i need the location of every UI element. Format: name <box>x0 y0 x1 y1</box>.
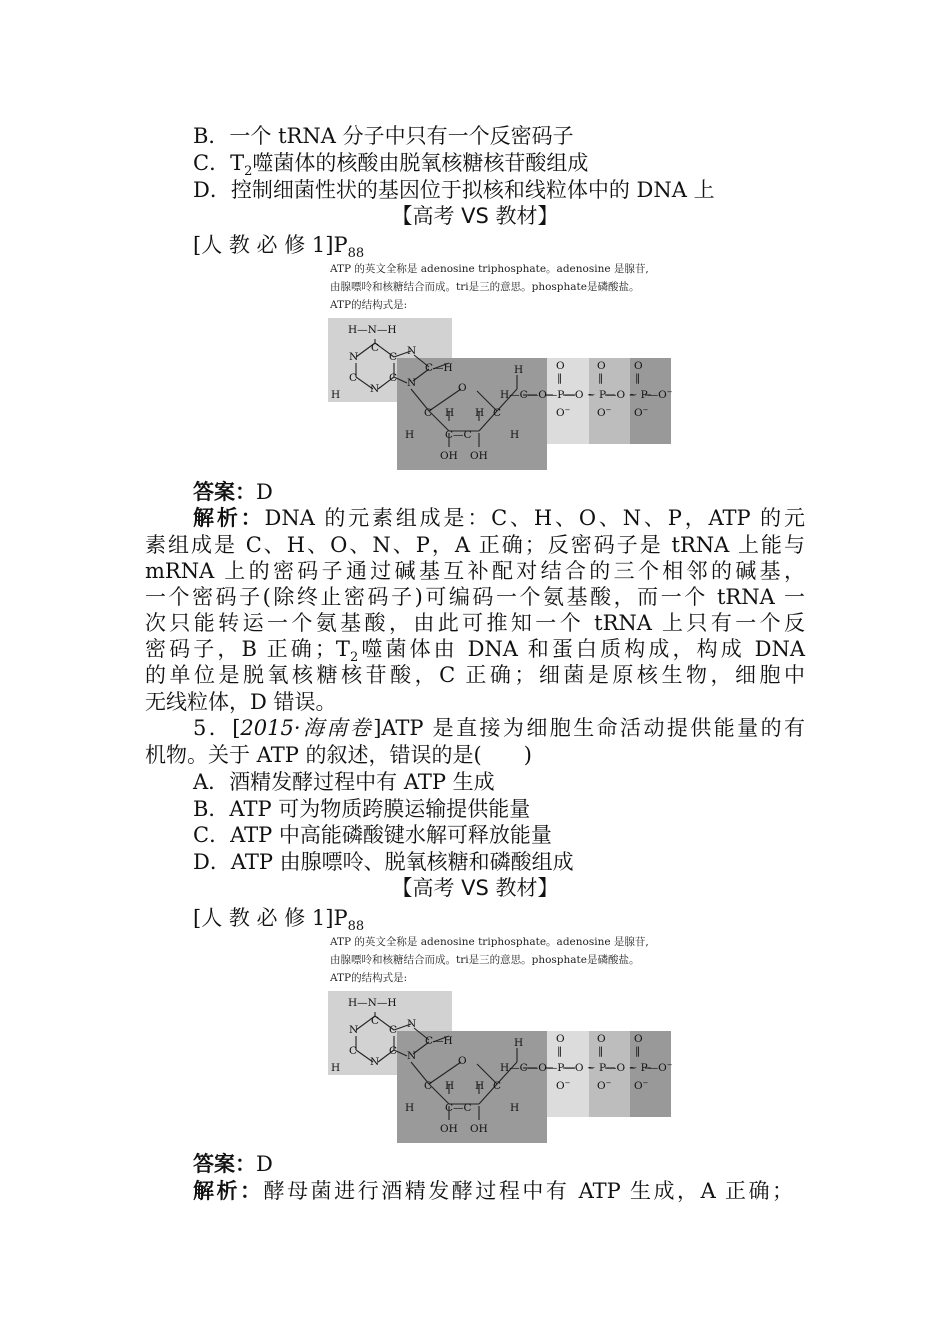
svg-text:O: O <box>458 382 467 394</box>
analysis-1-line-5: 次只能转运一个氨基酸，由此可推知一个 tRNA 上只有一个反 <box>145 611 805 635</box>
svg-text:‖: ‖ <box>635 1045 641 1057</box>
svg-text:C: C <box>349 372 358 384</box>
svg-text:‖: ‖ <box>557 372 563 384</box>
option-b: B．一个 tRNA 分子中只有一个反密码子 <box>193 124 574 148</box>
analysis-1-line-1: 解析：DNA 的元素组成是：C、H、O、N、P，ATP 的元 <box>193 505 806 530</box>
svg-text:H: H <box>445 407 455 419</box>
svg-text:N: N <box>370 1056 380 1068</box>
svg-text:C: C <box>371 1015 380 1027</box>
figure-caption-3: ATP的结构式是: <box>330 972 408 984</box>
section-heading: 【高考 VS 教材】 <box>391 204 559 228</box>
svg-text:C—H: C—H <box>425 1035 453 1047</box>
svg-text:O: O <box>634 360 643 372</box>
svg-text:C: C <box>493 1080 502 1092</box>
phosphate-region-1 <box>547 1031 589 1117</box>
svg-text:‖: ‖ <box>598 1045 604 1057</box>
atp-structure-figure-2 <box>325 934 675 1146</box>
svg-text:O−: O− <box>556 1079 571 1092</box>
svg-text:H: H <box>405 429 415 441</box>
svg-text:O: O <box>458 1055 467 1067</box>
figure-caption-1: ATP 的英文全称是 adenosine triphosphate。adenosine 是腺苷, <box>330 263 649 275</box>
svg-text:H—C—O—P—O ~ P—O ~ P—O−: H—C—O—P—O ~ P—O ~ P—O− <box>500 1061 673 1074</box>
svg-text:N: N <box>407 345 417 357</box>
figure-caption-3: ATP的结构式是: <box>330 299 408 311</box>
question-5-option-c: C．ATP 中高能磷酸键水解可释放能量 <box>193 823 552 847</box>
svg-text:H: H <box>510 429 520 441</box>
svg-text:C—H: C—H <box>425 362 453 374</box>
figure-caption-2: 由腺嘌呤和核糖结合而成。tri是三的意思。phosphate是磷酸盐。 <box>330 954 640 966</box>
svg-text:N: N <box>407 377 417 389</box>
analysis-1-line-6: 密码子，B 正确；$T_2$噬菌体由 DNA 和蛋白质构成，构成 DNA <box>145 637 805 666</box>
textbook-reference: [人 教 必 修 $1]P_{88}$ <box>193 233 365 262</box>
svg-text:‖: ‖ <box>598 372 604 384</box>
svg-text:C—C: C—C <box>445 1102 472 1114</box>
svg-text:O−: O− <box>634 1079 649 1092</box>
svg-text:OH: OH <box>440 450 458 462</box>
textbook-reference-2: [人 教 必 修 $1]P_{88}$ <box>193 906 365 935</box>
svg-text:C: C <box>493 407 502 419</box>
svg-text:O: O <box>634 1033 643 1045</box>
analysis-1-line-4: 一个密码子(除终止密码子)可编码一个氨基酸，而一个 tRNA 一 <box>145 585 805 609</box>
svg-text:O−: O− <box>597 1079 612 1092</box>
svg-text:O−: O− <box>634 406 649 419</box>
svg-text:N: N <box>407 1018 417 1030</box>
phosphate-region-2 <box>589 1031 630 1117</box>
svg-text:H—N—H: H—N—H <box>348 324 397 336</box>
svg-text:‖: ‖ <box>635 372 641 384</box>
question-5-option-a: A．酒精发酵过程中有 ATP 生成 <box>193 770 495 794</box>
svg-text:H: H <box>405 1102 415 1114</box>
svg-text:H: H <box>514 364 524 376</box>
svg-text:C: C <box>424 1080 433 1092</box>
analysis-2-line-1: 解析：酵母菌进行酒精发酵过程中有 ATP 生成，A 正确； <box>193 1178 794 1203</box>
svg-text:C: C <box>349 1045 358 1057</box>
svg-text:C: C <box>424 407 433 419</box>
figure-caption-2: 由腺嘌呤和核糖结合而成。tri是三的意思。phosphate是磷酸盐。 <box>330 281 640 293</box>
svg-text:H—C—O—P—O ~ P—O ~ P—O−: H—C—O—P—O ~ P—O ~ P—O− <box>500 388 673 401</box>
section-heading-2: 【高考 VS 教材】 <box>391 876 559 900</box>
svg-text:N: N <box>349 351 359 363</box>
option-d: D．控制细菌性状的基因位于拟核和线粒体中的 DNA 上 <box>193 178 715 202</box>
svg-text:C: C <box>389 351 398 363</box>
svg-text:N: N <box>407 1050 417 1062</box>
svg-text:OH: OH <box>470 1123 488 1135</box>
svg-text:C: C <box>389 1024 398 1036</box>
phosphate-region-1 <box>547 358 589 444</box>
svg-text:H: H <box>475 1080 485 1092</box>
svg-text:OH: OH <box>440 1123 458 1135</box>
option-c: C．$T_2$噬菌体的核酸由脱氧核糖核苷酸组成 <box>193 151 589 180</box>
svg-text:C: C <box>389 1045 398 1057</box>
svg-text:O−: O− <box>556 406 571 419</box>
svg-text:C: C <box>389 372 398 384</box>
svg-text:H: H <box>475 407 485 419</box>
question-5-stem-1: 5．[2015·海南卷]ATP 是直接为细胞生命活动提供能量的有 <box>193 716 805 740</box>
answer-2: 答案：D <box>193 1151 273 1176</box>
svg-text:O: O <box>597 1033 606 1045</box>
figure-caption-1: ATP 的英文全称是 adenosine triphosphate。adenosine 是腺苷, <box>330 936 649 948</box>
svg-text:C: C <box>371 342 380 354</box>
answer-1: 答案：D <box>193 479 273 504</box>
svg-text:O−: O− <box>597 406 612 419</box>
svg-text:H: H <box>510 1102 520 1114</box>
phosphate-region-2 <box>589 358 630 444</box>
svg-text:OH: OH <box>470 450 488 462</box>
question-5-option-b: B．ATP 可为物质跨膜运输提供能量 <box>193 797 531 821</box>
svg-text:H: H <box>514 1037 524 1049</box>
svg-text:N: N <box>349 1024 359 1036</box>
svg-text:O: O <box>597 360 606 372</box>
svg-text:H—N—H: H—N—H <box>348 997 397 1009</box>
analysis-1-line-8: 无线粒体，D 错误。 <box>145 690 337 714</box>
svg-text:H: H <box>331 389 341 401</box>
svg-text:O: O <box>556 360 565 372</box>
question-5-stem-2: 机物。关于 ATP 的叙述，错误的是( ) <box>145 743 532 767</box>
svg-text:N: N <box>370 383 380 395</box>
svg-text:‖: ‖ <box>557 1045 563 1057</box>
analysis-1-line-7: 的单位是脱氧核糖核苷酸，C 正确；细菌是原核生物，细胞中 <box>145 663 805 687</box>
svg-text:H: H <box>331 1062 341 1074</box>
svg-text:C—C: C—C <box>445 429 472 441</box>
atp-structure-figure <box>325 261 675 473</box>
analysis-1-line-2: 素组成是 C、H、O、N、P，A 正确；反密码子是 tRNA 上能与 <box>145 533 805 557</box>
svg-text:O: O <box>556 1033 565 1045</box>
question-5-option-d: D．ATP 由腺嘌呤、脱氧核糖和磷酸组成 <box>193 850 574 874</box>
svg-text:H: H <box>445 1080 455 1092</box>
analysis-1-line-3: mRNA 上的密码子通过碱基互补配对结合的三个相邻的碱基， <box>145 559 805 583</box>
